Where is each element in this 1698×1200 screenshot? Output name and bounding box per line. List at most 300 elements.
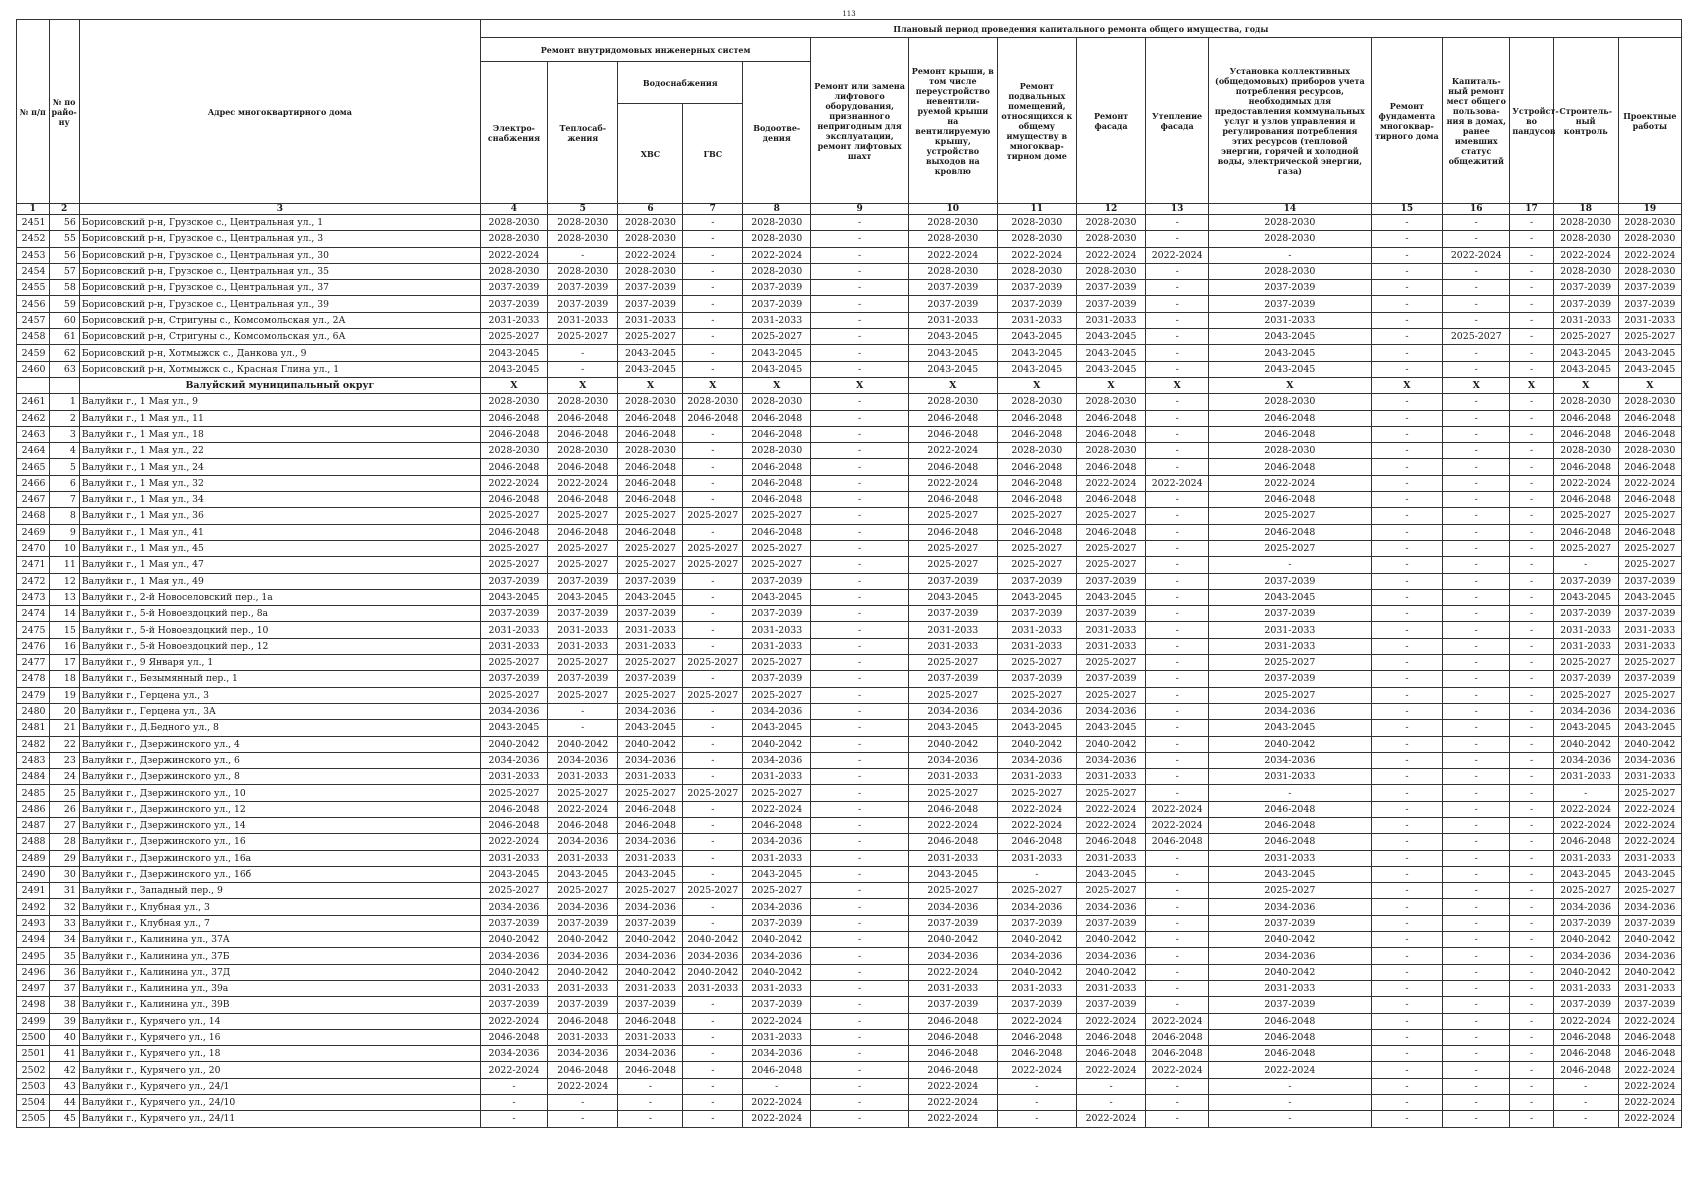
period-cell: -: [1510, 492, 1553, 508]
period-cell: 2022-2024: [1618, 1111, 1681, 1127]
address-cell: Валуйки г., Дзержинского ул., 6: [79, 752, 480, 768]
period-cell: -: [1371, 899, 1443, 915]
period-cell: 2046-2048: [480, 1029, 547, 1045]
period-cell: -: [1443, 263, 1510, 279]
period-cell: -: [811, 443, 909, 459]
period-cell: 2022-2024: [1443, 247, 1510, 263]
period-cell: -: [1371, 540, 1443, 556]
period-cell: 2043-2045: [1209, 866, 1372, 882]
period-cell: 2046-2048: [1146, 834, 1209, 850]
period-cell: 2034-2036: [1553, 703, 1618, 719]
period-cell: 2037-2039: [618, 606, 683, 622]
district-number-cell: 12: [49, 573, 79, 589]
period-cell: -: [1443, 459, 1510, 475]
period-cell: 2025-2027: [908, 883, 997, 899]
period-cell: -: [1510, 573, 1553, 589]
period-cell: 2037-2039: [618, 573, 683, 589]
period-cell: 2031-2033: [997, 980, 1076, 996]
period-cell: 2040-2042: [618, 932, 683, 948]
period-cell: 2031-2033: [908, 769, 997, 785]
period-cell: -: [997, 866, 1076, 882]
period-cell: 2031-2033: [618, 312, 683, 328]
period-cell: 2025-2027: [618, 785, 683, 801]
period-cell: 2022-2024: [1618, 1078, 1681, 1094]
period-cell: 2046-2048: [1553, 426, 1618, 442]
row-number-cell: 2501: [17, 1046, 50, 1062]
period-cell: 2025-2027: [1618, 329, 1681, 345]
period-cell: 2037-2039: [480, 997, 547, 1013]
period-cell: 2037-2039: [1553, 573, 1618, 589]
period-cell: 2046-2048: [618, 1062, 683, 1078]
period-cell: -: [1209, 1078, 1372, 1094]
period-cell: 2034-2036: [618, 1046, 683, 1062]
period-cell: 2028-2030: [743, 215, 811, 231]
period-cell: -: [1510, 622, 1553, 638]
address-cell: Валуйки г., 1 Мая ул., 9: [79, 394, 480, 410]
period-cell: 2034-2036: [548, 1046, 618, 1062]
period-cell: -: [1443, 1111, 1510, 1127]
period-cell: -: [1146, 280, 1209, 296]
district-number-cell: 56: [49, 247, 79, 263]
period-cell: 2037-2039: [743, 997, 811, 1013]
district-number-cell: 15: [49, 622, 79, 638]
period-cell: 2046-2048: [1209, 410, 1372, 426]
period-cell: 2037-2039: [997, 606, 1076, 622]
period-cell: -: [811, 785, 909, 801]
table-row: [17, 720, 1682, 736]
period-cell: 2028-2030: [618, 394, 683, 410]
period-cell: -: [1510, 540, 1553, 556]
period-cell: 2025-2027: [683, 557, 743, 573]
period-cell: 2025-2027: [997, 687, 1076, 703]
period-cell: -: [1510, 1111, 1553, 1127]
period-cell: 2037-2039: [1553, 280, 1618, 296]
period-cell: -: [997, 1078, 1076, 1094]
period-cell: 2043-2045: [997, 329, 1076, 345]
row-number-cell: 2483: [17, 752, 50, 768]
address-cell: Валуйки г., Курячего ул., 20: [79, 1062, 480, 1078]
period-cell: -: [1209, 247, 1372, 263]
table-row: [17, 1013, 1682, 1029]
table-row: [17, 736, 1682, 752]
period-cell: 2031-2033: [548, 980, 618, 996]
period-cell: -: [1371, 443, 1443, 459]
period-cell: 2022-2024: [908, 964, 997, 980]
period-cell: -: [1371, 394, 1443, 410]
period-cell: 2025-2027: [548, 655, 618, 671]
period-cell: 2031-2033: [1209, 980, 1372, 996]
address-cell: Валуйки г., Курячего ул., 16: [79, 1029, 480, 1045]
period-cell: 2025-2027: [480, 785, 547, 801]
period-cell: -: [811, 915, 909, 931]
row-number-cell: 2497: [17, 980, 50, 996]
table-row: [17, 703, 1682, 719]
table-row: [17, 540, 1682, 556]
table-row: [17, 589, 1682, 605]
table-row: [17, 687, 1682, 703]
period-cell: 2028-2030: [480, 263, 547, 279]
period-cell: 2028-2030: [1209, 263, 1372, 279]
period-cell: -: [683, 215, 743, 231]
period-cell: 2028-2030: [743, 443, 811, 459]
period-cell: -: [811, 671, 909, 687]
row-number-cell: 2502: [17, 1062, 50, 1078]
period-cell: -: [1443, 883, 1510, 899]
period-cell: -: [1510, 1029, 1553, 1045]
period-cell: 2046-2048: [1618, 426, 1681, 442]
period-cell: -: [683, 915, 743, 931]
header-insulation: Утепление фасада: [1146, 38, 1209, 204]
table-row: [17, 801, 1682, 817]
period-cell: 2046-2048: [1076, 426, 1145, 442]
period-cell: -: [1371, 703, 1443, 719]
period-cell: -: [1371, 280, 1443, 296]
period-cell: 2028-2030: [997, 215, 1076, 231]
period-cell: 2046-2048: [1076, 492, 1145, 508]
period-cell: 2028-2030: [683, 394, 743, 410]
period-cell: -: [683, 622, 743, 638]
period-cell: -: [1371, 263, 1443, 279]
district-number-cell: 38: [49, 997, 79, 1013]
period-cell: -: [1209, 1111, 1372, 1127]
period-cell: 2034-2036: [1618, 899, 1681, 915]
period-cell: 2025-2027: [997, 557, 1076, 573]
period-cell: -: [1146, 329, 1209, 345]
period-cell: 2043-2045: [997, 345, 1076, 361]
table-row: [17, 785, 1682, 801]
period-cell: 2037-2039: [1618, 280, 1681, 296]
period-cell: 2043-2045: [1209, 589, 1372, 605]
period-cell: 2025-2027: [1209, 883, 1372, 899]
period-cell: -: [683, 638, 743, 654]
row-number-cell: 2482: [17, 736, 50, 752]
period-cell: 2028-2030: [480, 215, 547, 231]
period-cell: 2022-2024: [1146, 475, 1209, 491]
period-cell: -: [1443, 785, 1510, 801]
period-cell: -: [683, 296, 743, 312]
period-cell: 2031-2033: [548, 312, 618, 328]
column-number: 8: [743, 204, 811, 215]
period-cell: 2037-2039: [997, 671, 1076, 687]
period-cell: -: [1146, 720, 1209, 736]
period-cell: -: [683, 1095, 743, 1111]
period-cell: -: [1371, 915, 1443, 931]
period-cell: 2022-2024: [908, 247, 997, 263]
period-cell: 2031-2033: [908, 622, 997, 638]
column-number: 19: [1618, 204, 1681, 215]
period-cell: -: [1443, 296, 1510, 312]
district-number-cell: 61: [49, 329, 79, 345]
column-number: 16: [1443, 204, 1510, 215]
table-row: [17, 361, 1682, 377]
period-cell: -: [811, 312, 909, 328]
period-cell: -: [811, 231, 909, 247]
period-cell: 2046-2048: [1553, 1029, 1618, 1045]
table-row: [17, 231, 1682, 247]
period-cell: 2046-2048: [480, 492, 547, 508]
district-number-cell: 6: [49, 475, 79, 491]
period-cell: -: [1443, 980, 1510, 996]
period-cell: 2022-2024: [1618, 1013, 1681, 1029]
address-cell: Борисовский р-н, Стригуны с., Комсомольская ул., 6А: [79, 329, 480, 345]
row-number-cell: 2451: [17, 215, 50, 231]
period-cell: -: [1510, 361, 1553, 377]
period-cell: 2037-2039: [480, 280, 547, 296]
period-cell: 2040-2042: [548, 964, 618, 980]
period-cell: 2037-2039: [1618, 606, 1681, 622]
column-number: 3: [79, 204, 480, 215]
period-cell: 2022-2024: [908, 817, 997, 833]
period-cell: 2025-2027: [1076, 785, 1145, 801]
row-number-cell: 2465: [17, 459, 50, 475]
period-cell: 2040-2042: [1618, 736, 1681, 752]
period-cell: 2025-2027: [480, 508, 547, 524]
period-cell: 2043-2045: [1553, 345, 1618, 361]
period-cell: 2034-2036: [618, 834, 683, 850]
period-cell: 2034-2036: [548, 948, 618, 964]
period-cell: 2028-2030: [1618, 231, 1681, 247]
period-cell: 2025-2027: [480, 540, 547, 556]
row-number-cell: 2494: [17, 932, 50, 948]
address-cell: Валуйки г., 2-й Новоселовский пер., 1а: [79, 589, 480, 605]
column-number: 11: [997, 204, 1076, 215]
period-cell: 2034-2036: [743, 948, 811, 964]
period-cell: 2043-2045: [743, 866, 811, 882]
period-cell: 2034-2036: [1553, 899, 1618, 915]
period-cell: 2031-2033: [1553, 769, 1618, 785]
table-row: [17, 492, 1682, 508]
period-cell: -: [1371, 1095, 1443, 1111]
column-number: 17: [1510, 204, 1553, 215]
period-cell: -: [683, 573, 743, 589]
period-cell: 2046-2048: [997, 475, 1076, 491]
period-cell: -: [811, 492, 909, 508]
period-cell: -: [811, 459, 909, 475]
table-row: [17, 622, 1682, 638]
period-cell: -: [1443, 866, 1510, 882]
period-cell: 2046-2048: [548, 1013, 618, 1029]
row-number-cell: 2460: [17, 361, 50, 377]
period-cell: 2028-2030: [548, 263, 618, 279]
table-row: [17, 1062, 1682, 1078]
period-cell: 2031-2033: [1618, 312, 1681, 328]
period-cell: 2031-2033: [618, 638, 683, 654]
period-cell: 2046-2048: [1209, 817, 1372, 833]
table-row: [17, 215, 1682, 231]
period-cell: -: [683, 899, 743, 915]
row-number-cell: 2453: [17, 247, 50, 263]
period-cell: -: [811, 524, 909, 540]
period-cell: 2037-2039: [908, 296, 997, 312]
period-cell: -: [683, 817, 743, 833]
address-cell: Борисовский р-н, Хотмыжск с., Красная Глина ул., 1: [79, 361, 480, 377]
section-title: Валуйский муниципальный округ: [79, 377, 480, 393]
period-cell: -: [1443, 769, 1510, 785]
column-number: 1: [17, 204, 50, 215]
table-row: [17, 883, 1682, 899]
period-cell: -: [1146, 345, 1209, 361]
period-cell: -: [1443, 1046, 1510, 1062]
district-number-cell: 34: [49, 932, 79, 948]
period-cell: 2040-2042: [997, 736, 1076, 752]
period-cell: 2043-2045: [997, 361, 1076, 377]
header-drainage: Водоотве-дения: [743, 62, 811, 204]
period-cell: 2037-2039: [743, 671, 811, 687]
table-row: [17, 671, 1682, 687]
period-cell: 2046-2048: [908, 834, 997, 850]
period-cell: 2034-2036: [480, 752, 547, 768]
period-cell: 2031-2033: [1076, 638, 1145, 654]
period-cell: 2028-2030: [908, 231, 997, 247]
period-cell: 2028-2030: [618, 263, 683, 279]
period-cell: 2025-2027: [1209, 508, 1372, 524]
period-cell: -: [1146, 606, 1209, 622]
period-cell: 2025-2027: [1553, 655, 1618, 671]
period-cell: -: [811, 280, 909, 296]
period-cell: 2037-2039: [908, 606, 997, 622]
address-cell: Валуйки г., Герцена ул., 3: [79, 687, 480, 703]
period-cell: 2046-2048: [1209, 524, 1372, 540]
period-cell: -: [1371, 687, 1443, 703]
period-cell: -: [811, 296, 909, 312]
period-cell: -: [1146, 589, 1209, 605]
table-row: [17, 247, 1682, 263]
period-cell: -: [1510, 606, 1553, 622]
table-row: [17, 508, 1682, 524]
district-number-cell: 55: [49, 231, 79, 247]
period-cell: 2022-2024: [548, 475, 618, 491]
period-cell: -: [1510, 703, 1553, 719]
period-cell: 2040-2042: [683, 964, 743, 980]
section-spacer: [49, 377, 79, 393]
period-cell: -: [811, 899, 909, 915]
table-row: [17, 834, 1682, 850]
period-cell: 2034-2036: [1076, 703, 1145, 719]
column-number: 18: [1553, 204, 1618, 215]
period-cell: 2034-2036: [997, 752, 1076, 768]
period-cell: -: [683, 850, 743, 866]
period-cell: 2037-2039: [908, 671, 997, 687]
period-cell: -: [1146, 410, 1209, 426]
column-number: 5: [548, 204, 618, 215]
period-cell: -: [1443, 752, 1510, 768]
period-cell: 2043-2045: [480, 345, 547, 361]
period-cell: -: [1209, 557, 1372, 573]
district-number-cell: 4: [49, 443, 79, 459]
period-cell: -: [1146, 899, 1209, 915]
period-cell: -: [1371, 883, 1443, 899]
period-cell: 2022-2024: [743, 1095, 811, 1111]
period-cell: 2037-2039: [997, 296, 1076, 312]
period-cell: 2046-2048: [548, 410, 618, 426]
period-cell: -: [1146, 492, 1209, 508]
period-cell: -: [1146, 883, 1209, 899]
header-cold-water: ХВС: [618, 104, 683, 204]
period-cell: -: [1510, 508, 1553, 524]
period-cell: 2037-2039: [1209, 296, 1372, 312]
period-cell: 2031-2033: [618, 769, 683, 785]
address-cell: Валуйки г., 1 Мая ул., 45: [79, 540, 480, 556]
period-cell: -: [1371, 850, 1443, 866]
period-cell: 2022-2024: [1146, 817, 1209, 833]
row-number-cell: 2476: [17, 638, 50, 654]
period-cell: 2043-2045: [548, 589, 618, 605]
district-number-cell: 40: [49, 1029, 79, 1045]
period-cell: 2031-2033: [908, 980, 997, 996]
period-cell: -: [480, 1111, 547, 1127]
period-cell: -: [683, 606, 743, 622]
address-cell: Валуйки г., 5-й Новоездоцкий пер., 12: [79, 638, 480, 654]
row-number-cell: 2504: [17, 1095, 50, 1111]
period-cell: -: [1443, 573, 1510, 589]
period-cell: 2037-2039: [1209, 280, 1372, 296]
period-cell: -: [1443, 834, 1510, 850]
period-cell: 2031-2033: [908, 638, 997, 654]
period-cell: 2046-2048: [997, 410, 1076, 426]
period-cell: 2022-2024: [908, 1111, 997, 1127]
period-cell: -: [1146, 540, 1209, 556]
period-cell: -: [1371, 475, 1443, 491]
period-cell: 2025-2027: [1618, 883, 1681, 899]
period-cell: -: [1510, 426, 1553, 442]
period-cell: 2025-2027: [908, 557, 997, 573]
period-cell: 2025-2027: [618, 687, 683, 703]
header-foundation: Ремонт фундамента многоквар-тирного дома: [1371, 38, 1443, 204]
row-number-cell: 2471: [17, 557, 50, 573]
period-cell: 2046-2048: [1209, 1046, 1372, 1062]
period-cell: -: [1371, 622, 1443, 638]
period-cell: 2025-2027: [743, 883, 811, 899]
period-cell: 2028-2030: [1553, 215, 1618, 231]
period-cell: 2046-2048: [908, 426, 997, 442]
column-number: 7: [683, 204, 743, 215]
period-cell: 2037-2039: [618, 915, 683, 931]
row-number-cell: 2452: [17, 231, 50, 247]
period-cell: -: [1443, 671, 1510, 687]
period-cell: -: [1443, 1062, 1510, 1078]
period-cell: 2025-2027: [683, 883, 743, 899]
period-cell: -: [811, 394, 909, 410]
period-cell: -: [1443, 280, 1510, 296]
district-number-cell: 18: [49, 671, 79, 687]
period-cell: 2022-2024: [743, 1013, 811, 1029]
row-number-cell: 2462: [17, 410, 50, 426]
period-cell: -: [811, 345, 909, 361]
period-cell: 2028-2030: [480, 231, 547, 247]
table-row: [17, 980, 1682, 996]
period-cell: 2025-2027: [683, 785, 743, 801]
period-cell: -: [1146, 850, 1209, 866]
period-cell: 2040-2042: [1076, 736, 1145, 752]
period-cell: 2043-2045: [1076, 866, 1145, 882]
period-cell: 2046-2048: [480, 817, 547, 833]
period-cell: -: [1443, 475, 1510, 491]
period-cell: -: [1553, 1095, 1618, 1111]
table-row: [17, 1111, 1682, 1127]
period-cell: -: [1371, 785, 1443, 801]
period-cell: -: [1443, 915, 1510, 931]
period-cell: -: [1443, 557, 1510, 573]
period-cell: -: [1553, 785, 1618, 801]
period-cell: 2034-2036: [743, 834, 811, 850]
district-number-cell: 58: [49, 280, 79, 296]
period-cell: 2043-2045: [743, 345, 811, 361]
section-x-cell: X: [480, 377, 547, 393]
period-cell: 2022-2024: [1618, 1095, 1681, 1111]
period-cell: 2025-2027: [743, 785, 811, 801]
period-cell: 2022-2024: [743, 801, 811, 817]
period-cell: -: [1510, 785, 1553, 801]
